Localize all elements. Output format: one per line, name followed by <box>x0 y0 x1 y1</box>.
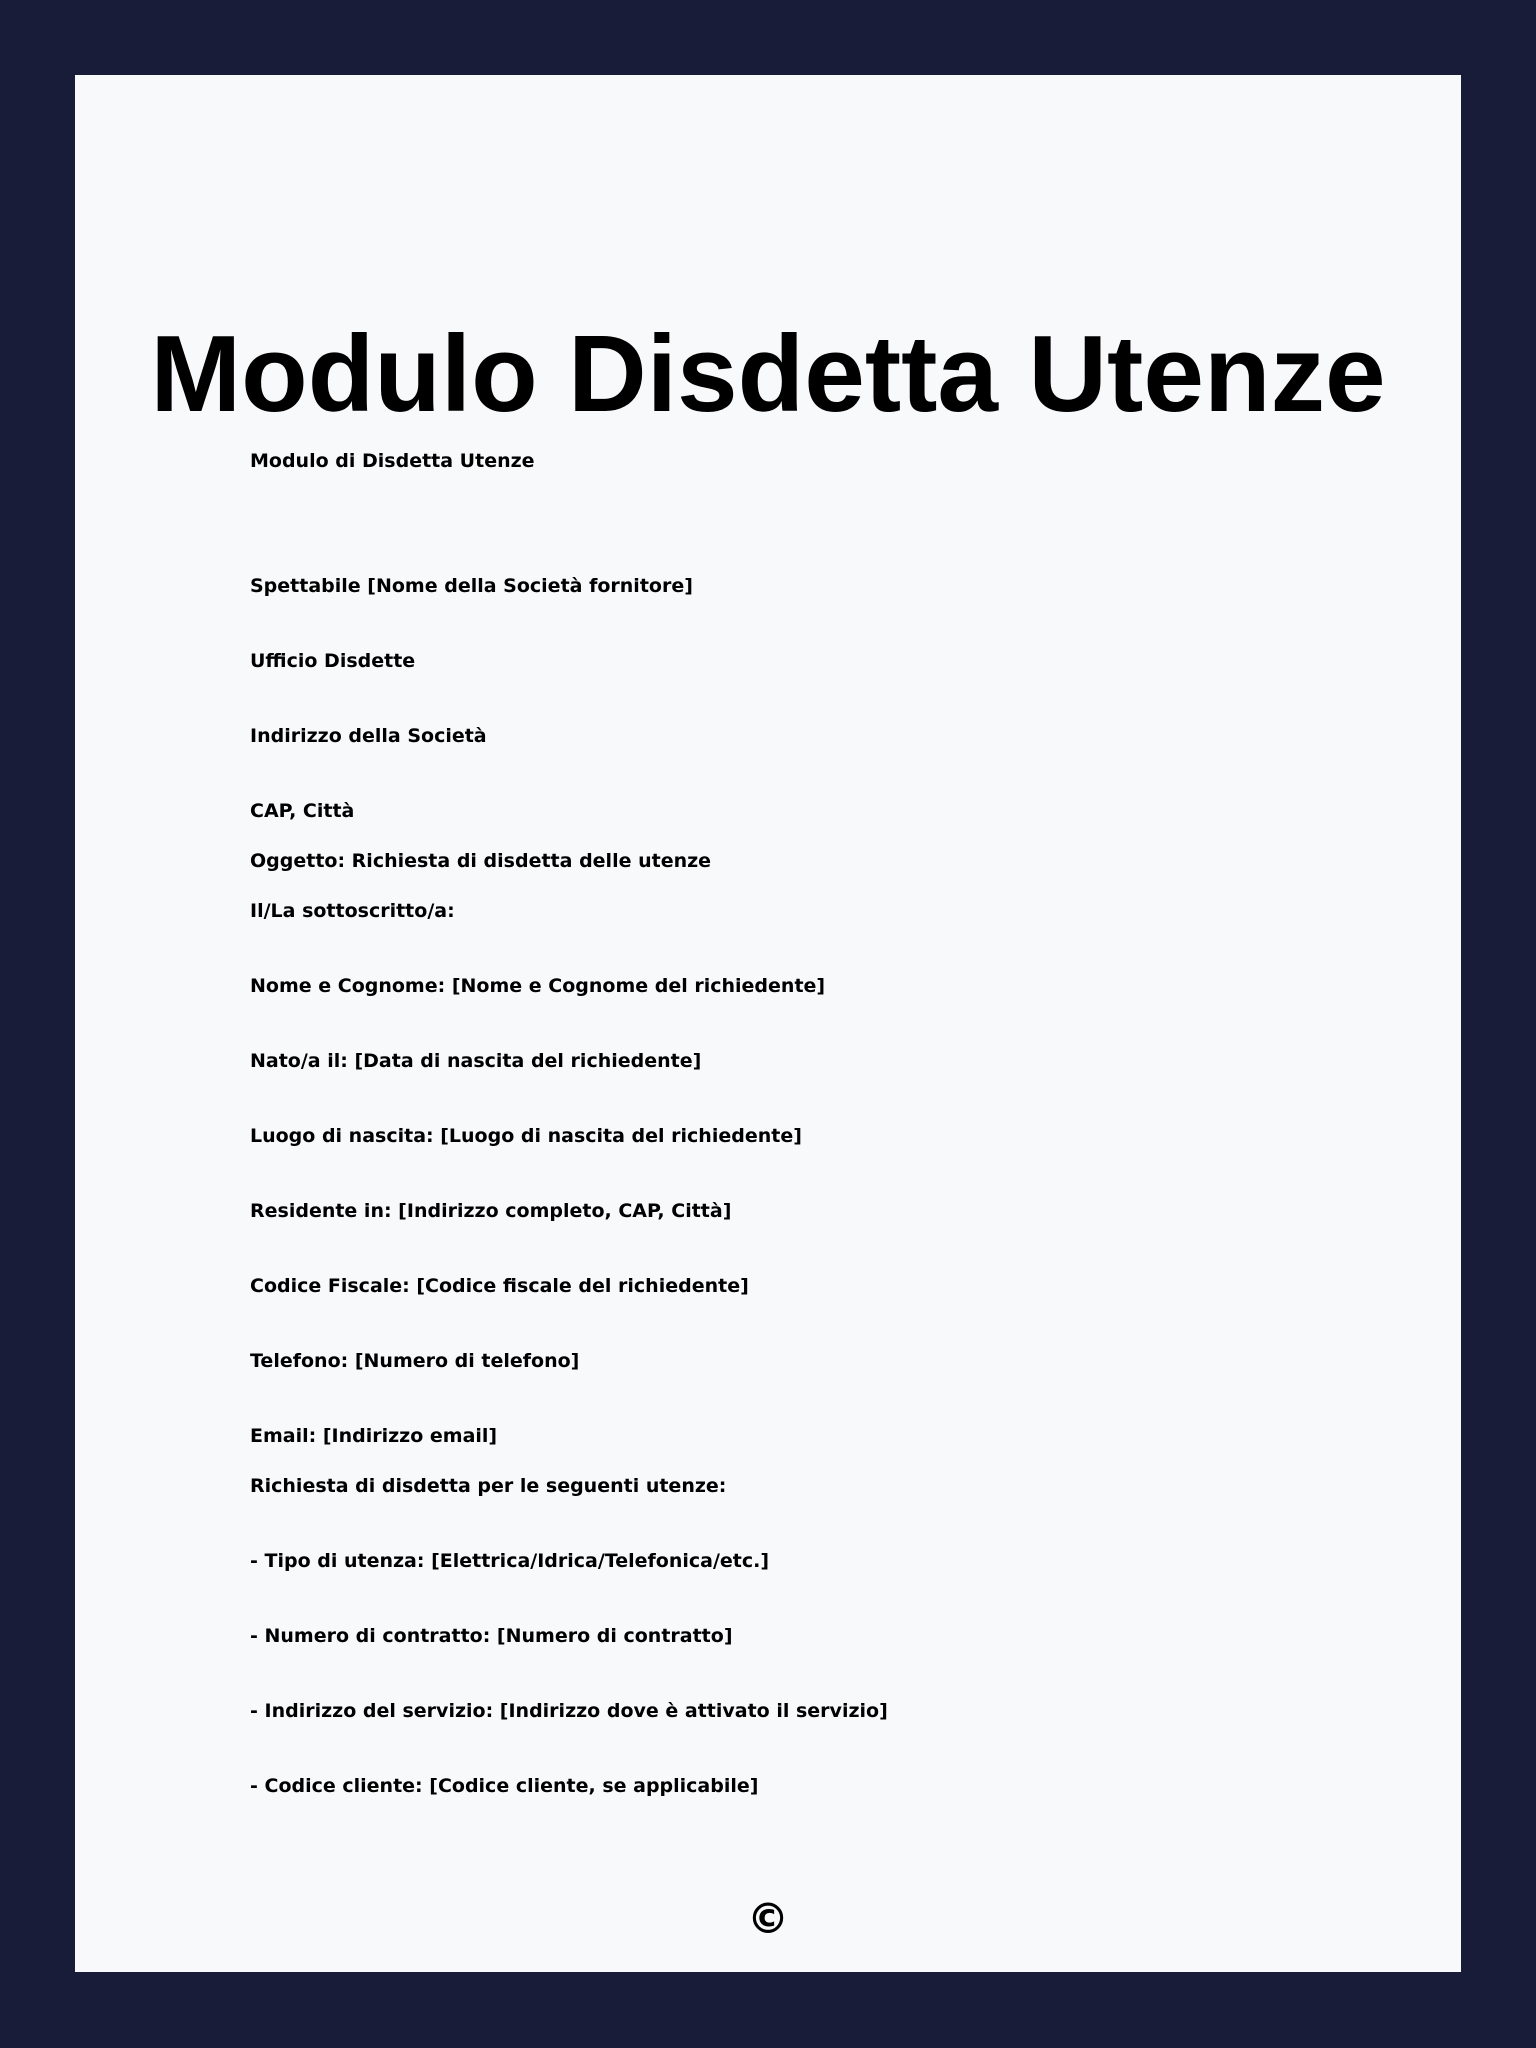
applicant-name: Nome e Cognome: [Nome e Cognome del richiedente] <box>250 975 826 997</box>
utility-service-address: - Indirizzo del servizio: [Indirizzo dove è attivato il servizio] <box>250 1700 888 1722</box>
recipient-address: Indirizzo della Società <box>250 725 487 747</box>
subject-line: Oggetto: Richiesta di disdetta delle utenze <box>250 850 712 872</box>
applicant-tax-code: Codice Fiscale: [Codice fiscale del richiedente] <box>250 1275 749 1297</box>
copyright-icon: © <box>747 1894 789 1943</box>
document-page <box>75 75 1461 1972</box>
applicant-email: Email: [Indirizzo email] <box>250 1425 498 1447</box>
request-intro: Richiesta di disdetta per le seguenti utenze: <box>250 1475 727 1497</box>
recipient-office: Ufficio Disdette <box>250 650 416 672</box>
utility-customer-code: - Codice cliente: [Codice cliente, se applicabile] <box>250 1775 759 1797</box>
utility-contract-number: - Numero di contratto: [Numero di contratto] <box>250 1625 733 1647</box>
document-heading: Modulo di Disdetta Utenze <box>250 450 535 472</box>
applicant-residence: Residente in: [Indirizzo completo, CAP, Città] <box>250 1200 732 1222</box>
applicant-birth-place: Luogo di nascita: [Luogo di nascita del richiedente] <box>250 1125 802 1147</box>
document-title: Modulo Disdetta Utenze <box>150 313 1386 435</box>
applicant-birth-date: Nato/a il: [Data di nascita del richiedente] <box>250 1050 702 1072</box>
utility-type: - Tipo di utenza: [Elettrica/Idrica/Telefonica/etc.] <box>250 1550 770 1572</box>
undersigned-line: Il/La sottoscritto/a: <box>250 900 455 922</box>
applicant-phone: Telefono: [Numero di telefono] <box>250 1350 580 1372</box>
recipient-city: CAP, Città <box>250 800 355 822</box>
recipient-company: Spettabile [Nome della Società fornitore] <box>250 575 693 597</box>
